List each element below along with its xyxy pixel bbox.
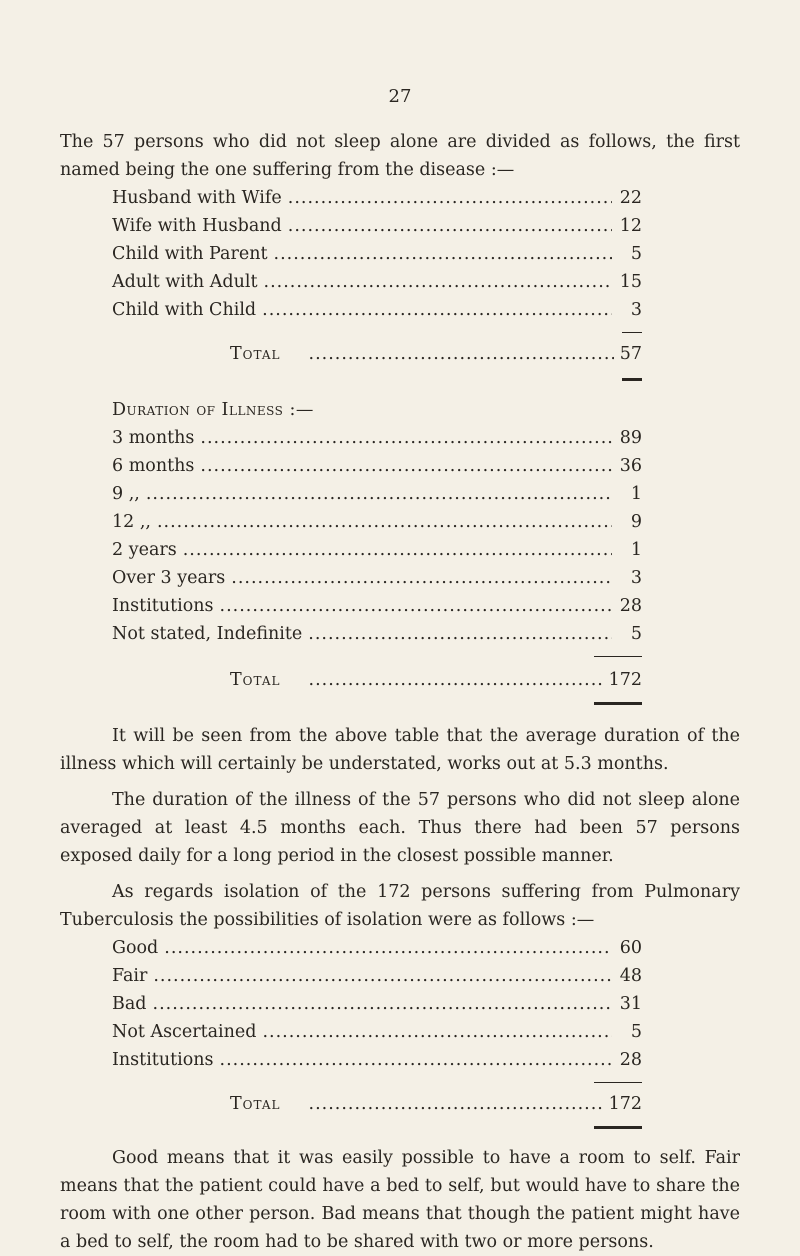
row-label: Fair xyxy=(112,966,148,986)
row-value: 28 xyxy=(619,1050,642,1070)
row-label: Child with Parent xyxy=(112,244,268,264)
table-row xyxy=(112,990,642,1018)
paragraph-average-duration: It will be seen from the above table that the average duration of the illness which will certainly be understated, works out at 5.3 months. xyxy=(60,726,740,774)
table-row xyxy=(112,452,642,480)
leader-dots xyxy=(309,340,614,368)
sum-rule xyxy=(594,656,642,657)
total-label: Total xyxy=(230,344,281,364)
sum-rule xyxy=(622,332,642,333)
table-row xyxy=(112,1018,642,1046)
table-row xyxy=(112,296,642,324)
table-row xyxy=(112,480,642,508)
leader-dots xyxy=(264,268,613,296)
row-label: 9 ,, xyxy=(112,484,140,504)
row-value: 48 xyxy=(619,966,642,986)
total-value: 172 xyxy=(608,1094,642,1114)
row-label: Bad xyxy=(112,994,147,1014)
row-label: 6 months xyxy=(112,456,195,476)
row-label: 12 ,, xyxy=(112,512,151,532)
paragraph-exposure: The duration of the illness of the 57 persons who did not sleep alone averaged at least 4.5 months each. Thus there had been 57 persons exposed daily for a long period in the closest possible manner. xyxy=(60,790,740,866)
row-label: Institutions xyxy=(112,596,214,616)
row-value: 5 xyxy=(630,244,642,264)
paragraph-isolation: As regards isolation of the 172 persons suffering from Pulmonary Tuberculosis the possibilities of isolation were as follows :— xyxy=(60,882,740,930)
table-row xyxy=(112,184,642,212)
row-label: 2 years xyxy=(112,540,177,560)
total-row xyxy=(230,340,642,368)
table-row xyxy=(112,620,642,648)
leader-dots xyxy=(309,666,603,694)
row-label: Husband with Wife xyxy=(112,188,282,208)
paragraph-definitions: Good means that it was easily possible to have a room to self. Fair means that the patient could have a bed to self, but would have to share the room with one other person. Bad means that though the patient might have a bed to self, the room had to be shared with two or more persons. xyxy=(60,1148,740,1252)
table-row xyxy=(112,212,642,240)
sum-rule xyxy=(594,1082,642,1083)
table-row xyxy=(112,1046,642,1074)
row-value: 3 xyxy=(630,568,642,588)
total-label: Total xyxy=(230,670,281,690)
leader-dots xyxy=(308,620,612,648)
row-label: Not Ascertained xyxy=(112,1022,257,1042)
total-rule xyxy=(594,702,642,705)
row-value: 15 xyxy=(619,272,642,292)
table-row xyxy=(112,962,642,990)
row-value: 1 xyxy=(630,484,642,504)
row-value: 5 xyxy=(630,624,642,644)
row-label: Institutions xyxy=(112,1050,214,1070)
table-row xyxy=(112,424,642,452)
total-rule xyxy=(594,1126,642,1129)
row-label: Wife with Husband xyxy=(112,216,282,236)
leader-dots xyxy=(200,424,612,452)
leader-dots xyxy=(153,990,613,1018)
leader-dots xyxy=(157,508,612,536)
row-label: Good xyxy=(112,938,159,958)
row-label: 3 months xyxy=(112,428,195,448)
page-number: 27 xyxy=(388,86,412,107)
table-row xyxy=(112,592,642,620)
row-value: 22 xyxy=(619,188,642,208)
leader-dots xyxy=(288,212,612,240)
row-value: 89 xyxy=(619,428,642,448)
total-row xyxy=(230,1090,642,1118)
table-row xyxy=(112,508,642,536)
leader-dots xyxy=(274,240,612,268)
total-rule xyxy=(622,378,642,381)
row-value: 60 xyxy=(619,938,642,958)
total-value: 172 xyxy=(608,670,642,690)
leader-dots xyxy=(220,1046,612,1074)
row-value: 36 xyxy=(619,456,642,476)
row-value: 3 xyxy=(630,300,642,320)
row-value: 12 xyxy=(619,216,642,236)
table-row xyxy=(112,268,642,296)
section-heading: Duration of Illness :— xyxy=(112,400,314,420)
table-row xyxy=(112,240,642,268)
table-row xyxy=(112,564,642,592)
leader-dots xyxy=(220,592,612,620)
row-value: 28 xyxy=(619,596,642,616)
row-label: Child with Child xyxy=(112,300,257,320)
leader-dots xyxy=(262,1018,612,1046)
leader-dots xyxy=(200,452,612,480)
row-value: 5 xyxy=(630,1022,642,1042)
row-label: Not stated, Indefinite xyxy=(112,624,303,644)
total-label: Total xyxy=(230,1094,281,1114)
row-value: 1 xyxy=(630,540,642,560)
leader-dots xyxy=(309,1090,603,1118)
total-value: 57 xyxy=(619,344,642,364)
leader-dots xyxy=(183,536,612,564)
leader-dots xyxy=(288,184,612,212)
table-row xyxy=(112,536,642,564)
leader-dots xyxy=(164,934,612,962)
row-value: 9 xyxy=(630,512,642,532)
row-value: 31 xyxy=(619,994,642,1014)
row-label: Adult with Adult xyxy=(112,272,258,292)
intro-paragraph: The 57 persons who did not sleep alone are divided as follows, the first named being the one suffering from the disease :— xyxy=(60,132,740,180)
leader-dots xyxy=(262,296,612,324)
leader-dots xyxy=(231,564,612,592)
leader-dots xyxy=(146,480,612,508)
total-row xyxy=(230,666,642,694)
table-row xyxy=(112,934,642,962)
row-label: Over 3 years xyxy=(112,568,226,588)
leader-dots xyxy=(153,962,612,990)
